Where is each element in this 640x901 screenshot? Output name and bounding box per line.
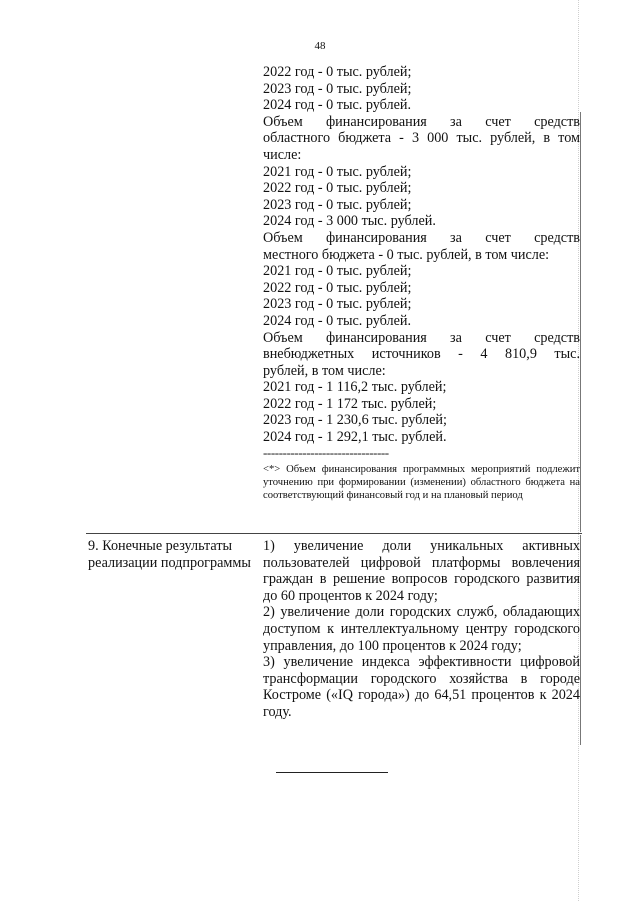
financing-block (263, 64, 580, 502)
year-line: 2021 год - 1 116,2 тыс. рублей; (263, 379, 447, 396)
heading-line: областного бюджета - 3 000 тыс. рублей, в том (263, 130, 580, 147)
year-line: 2022 год - 0 тыс. рублей; (263, 64, 412, 80)
section-9-results (263, 538, 580, 721)
footnote-separator: -------------------------------- (263, 445, 389, 460)
year-line: 2022 год - 0 тыс. рублей; (263, 180, 412, 197)
heading-line: Объем финансирования за счет средств (263, 113, 580, 130)
heading-line: Объем финансирования за счет средств (263, 329, 580, 346)
year-line: 2024 год - 3 000 тыс. рублей. (263, 213, 436, 230)
year-line: 2022 год - 0 тыс. рублей; (263, 279, 412, 296)
page-number: 48 (314, 40, 326, 52)
year-line: 2024 год - 0 тыс. рублей. (263, 97, 412, 114)
extrabudget-heading (263, 330, 580, 380)
heading-line: числе: (263, 146, 302, 163)
year-line: 2023 год - 0 тыс. рублей; (263, 80, 412, 97)
federal-years (263, 64, 580, 114)
heading-line: местного бюджета - 0 тыс. рублей, в том числе: (263, 246, 550, 263)
section-9-label: 9. Конечные результаты реализации подпрограммы (88, 538, 251, 571)
result-item: 2) увеличение доли городских служб, обладающих доступом к интеллектуальному центру городского управления, до 100 процентов к 2024 году; (263, 604, 580, 654)
year-line: 2024 год - 1 292,1 тыс. рублей. (263, 429, 447, 446)
end-of-section-rule (276, 772, 388, 773)
local-years (263, 263, 580, 329)
extrabudget-years (263, 379, 580, 445)
footnote-text: <*> Объем финансирования программных мероприятий подлежит уточнению при формировании (изменении) областного бюджета на соответствующий финансовый год и на плановый период (263, 463, 580, 502)
table-right-border-lower (580, 535, 581, 745)
heading-line: рублей, в том числе: (263, 362, 386, 379)
year-line: 2023 год - 0 тыс. рублей; (263, 196, 412, 213)
regional-heading (263, 114, 580, 164)
regional-years (263, 164, 580, 230)
year-line: 2023 год - 0 тыс. рублей; (263, 296, 412, 313)
year-line: 2022 год - 1 172 тыс. рублей; (263, 395, 437, 412)
result-item: 1) увеличение доли уникальных активных пользователей цифровой платформы вовлечения граждан в решение вопросов городского развития до 60 процентов к 2024 году; (263, 538, 580, 604)
year-line: 2021 год - 0 тыс. рублей; (263, 263, 412, 280)
heading-line: внебюджетных источников - 4 810,9 тыс. (263, 346, 580, 363)
year-line: 2023 год - 1 230,6 тыс. рублей; (263, 412, 447, 429)
local-heading (263, 230, 580, 263)
table-right-border (580, 112, 581, 532)
result-item: 3) увеличение индекса эффективности цифровой трансформации городского хозяйства в городе Костроме («IQ города») до 64,51 процентов к 2024 году. (263, 654, 580, 720)
year-line: 2024 год - 0 тыс. рублей. (263, 312, 412, 329)
year-line: 2021 год - 0 тыс. рублей; (263, 163, 412, 180)
table-row-divider (86, 533, 582, 534)
heading-line: Объем финансирования за счет средств (263, 229, 580, 246)
